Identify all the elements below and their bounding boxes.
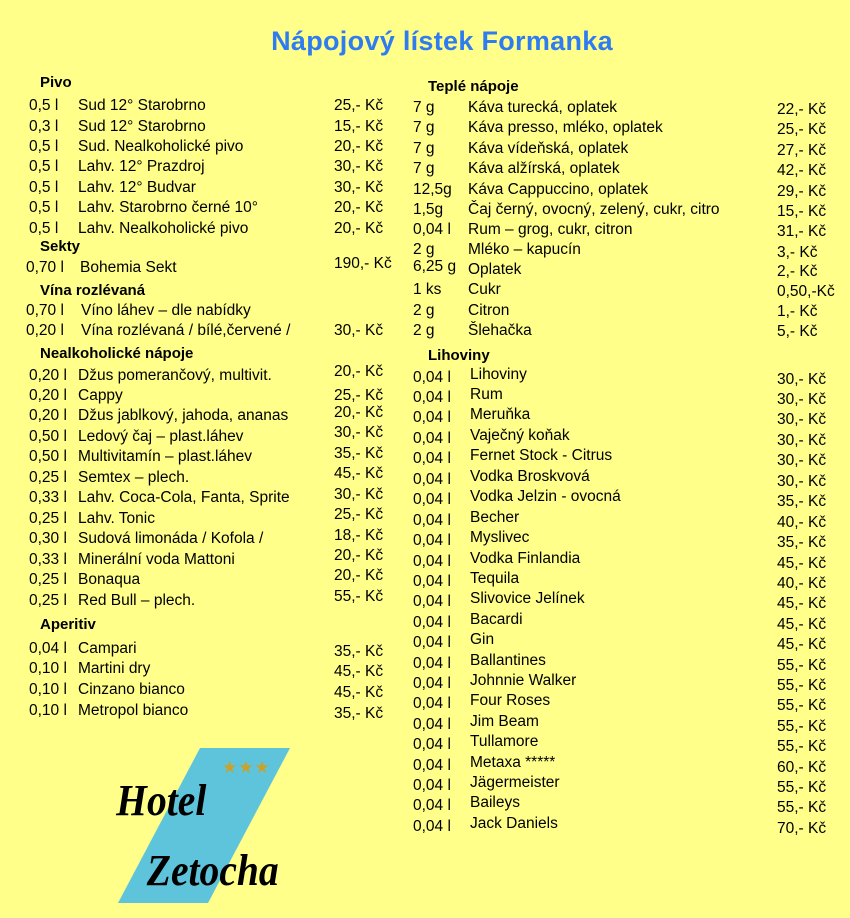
item-quantity: 0,04 l — [29, 640, 67, 657]
item-price: 30,- Kč — [777, 432, 827, 449]
item-quantity: 0,04 l — [413, 757, 451, 774]
item-name: Káva vídeňská, oplatek — [468, 140, 629, 157]
item-price: 20,- Kč — [334, 567, 384, 584]
item-price: 18,- Kč — [334, 527, 384, 544]
menu-row — [0, 201, 850, 221]
menu-row — [0, 529, 850, 549]
item-name: Martini dry — [78, 660, 151, 677]
item-price: 35,- Kč — [334, 445, 384, 462]
item-quantity: 0,04 l — [413, 512, 451, 529]
item-price: 30,- Kč — [334, 424, 384, 441]
menu-row — [0, 302, 850, 322]
item-quantity: 0,04 l — [413, 450, 451, 467]
menu-row — [0, 631, 850, 651]
menu-row — [0, 570, 850, 590]
menu-row — [0, 652, 850, 672]
item-name: Bacardi — [470, 611, 523, 628]
item-name: Káva turecká, oplatek — [468, 99, 618, 116]
item-quantity: 0,10 l — [29, 660, 67, 677]
item-quantity: 0,70 l — [26, 302, 64, 319]
item-name: Cinzano bianco — [78, 681, 185, 698]
item-price: 20,- Kč — [334, 199, 384, 216]
section-heading-teple: Teplé nápoje — [428, 78, 519, 95]
section-heading-vina: Vína rozlévaná — [40, 282, 146, 299]
section-heading-pivo: Pivo — [40, 74, 72, 91]
item-name: Minerální voda Mattoni — [78, 551, 235, 568]
menu-row — [0, 427, 850, 447]
item-quantity: 0,04 l — [413, 675, 451, 692]
item-price: 190,- Kč — [334, 255, 392, 272]
item-name: Oplatek — [468, 261, 522, 278]
menu-row — [0, 406, 850, 426]
item-price: 30,- Kč — [334, 179, 384, 196]
item-quantity: 0,20 l — [26, 322, 64, 339]
item-name: Džus pomerančový, multivit. — [78, 367, 272, 384]
item-name: Semtex – plech. — [78, 469, 190, 486]
item-name: Víno láhev – dle nabídky — [81, 302, 251, 319]
item-price: 20,- Kč — [334, 404, 384, 421]
item-quantity: 0,3 l — [29, 118, 59, 135]
item-quantity: 0,04 l — [413, 777, 451, 794]
item-price: 60,- Kč — [777, 759, 827, 776]
item-quantity: 12,5g — [413, 181, 452, 198]
menu-row — [0, 258, 850, 281]
item-name: Sudová limonáda / Kofola / — [78, 530, 264, 547]
item-name: Tequila — [470, 570, 520, 587]
item-price: 5,- Kč — [777, 323, 818, 340]
item-quantity: 0,10 l — [29, 702, 67, 719]
item-quantity: 0,25 l — [29, 469, 67, 486]
item-name: Cappy — [78, 387, 123, 404]
item-name: Lihoviny — [470, 366, 527, 383]
item-price: 20,- Kč — [334, 220, 384, 237]
item-price: 35,- Kč — [777, 534, 827, 551]
item-price: 40,- Kč — [777, 514, 827, 531]
item-name: Vína rozlévaná / bílé,červené / — [81, 322, 291, 339]
item-name: Káva alžírská, oplatek — [468, 160, 620, 177]
item-quantity: 0,5 l — [29, 220, 59, 237]
item-name: Lahv. Nealkoholické pivo — [78, 220, 249, 237]
item-name: Fernet Stock - Citrus — [470, 447, 613, 464]
item-price: 45,- Kč — [777, 595, 827, 612]
item-quantity: 0,10 l — [29, 681, 67, 698]
item-name: Vodka Broskvová — [470, 468, 590, 485]
item-quantity: 0,5 l — [29, 199, 59, 216]
item-quantity: 0,04 l — [413, 736, 451, 753]
item-price: 55,- Kč — [777, 697, 827, 714]
item-price: 45,- Kč — [777, 555, 827, 572]
item-price: 22,- Kč — [777, 101, 827, 118]
item-quantity: 0,50 l — [29, 428, 67, 445]
item-quantity: 0,04 l — [413, 716, 451, 733]
item-name: Vaječný koňak — [470, 427, 570, 444]
item-quantity: 6,25 g — [413, 258, 457, 275]
item-price: 30,- Kč — [777, 411, 827, 428]
item-name: Ballantines — [470, 652, 546, 669]
item-price: 29,- Kč — [777, 183, 827, 200]
menu-row — [0, 447, 850, 467]
item-name: Šlehačka — [468, 322, 532, 339]
item-quantity: 0,04 l — [413, 553, 451, 570]
item-name: Káva Cappuccino, oplatek — [468, 181, 649, 198]
item-name: Meruňka — [470, 406, 531, 423]
logo-text-hotel: Hotel — [116, 777, 207, 826]
item-price: 25,- Kč — [334, 97, 384, 114]
item-name: Johnnie Walker — [470, 672, 577, 689]
item-price: 1,- Kč — [777, 303, 818, 320]
menu-row — [0, 281, 850, 301]
item-quantity: 7 g — [413, 119, 435, 136]
item-quantity: 0,33 l — [29, 551, 67, 568]
item-quantity: 0,20 l — [29, 367, 67, 384]
item-name: Džus jablkový, jahoda, ananas — [78, 407, 289, 424]
item-name: Red Bull – plech. — [78, 592, 196, 609]
item-price: 45,- Kč — [334, 465, 384, 482]
menu-row — [0, 509, 850, 529]
item-name: Multivitamín – plast.láhev — [78, 448, 253, 465]
item-price: 0,50,-Kč — [777, 283, 835, 300]
item-price: 45,- Kč — [777, 616, 827, 633]
item-quantity: 0,70 l — [26, 259, 64, 276]
item-quantity: 7 g — [413, 99, 435, 116]
menu-row — [0, 713, 850, 733]
item-price: 70,- Kč — [777, 820, 827, 837]
item-quantity: 7 g — [413, 160, 435, 177]
item-price: 30,- Kč — [777, 473, 827, 490]
item-name: Čaj černý, ovocný, zelený, cukr, citro — [468, 201, 720, 218]
item-quantity: 0,04 l — [413, 573, 451, 590]
item-quantity: 0,04 l — [413, 532, 451, 549]
item-price: 55,- Kč — [334, 588, 384, 605]
item-quantity: 2 g — [413, 322, 435, 339]
item-quantity: 7 g — [413, 140, 435, 157]
item-price: 35,- Kč — [777, 493, 827, 510]
item-price: 30,- Kč — [777, 452, 827, 469]
menu-row — [0, 386, 850, 406]
item-name: Bohemia Sekt — [80, 259, 177, 276]
item-price: 55,- Kč — [777, 799, 827, 816]
item-quantity: 0,04 l — [413, 695, 451, 712]
item-name: Myslivec — [470, 529, 530, 546]
item-price: 40,- Kč — [777, 575, 827, 592]
item-name: Rum — [470, 386, 503, 403]
item-quantity: 0,25 l — [29, 510, 67, 527]
menu-row — [0, 366, 850, 386]
item-price: 25,- Kč — [334, 506, 384, 523]
section-heading-lihoviny: Lihoviny — [428, 347, 490, 364]
item-price: 55,- Kč — [777, 738, 827, 755]
item-price: 2,- Kč — [777, 263, 818, 280]
item-name: Sud 12° Starobrno — [78, 118, 206, 135]
item-price: 20,- Kč — [334, 363, 384, 380]
item-quantity: 0,20 l — [29, 407, 67, 424]
item-quantity: 2 g — [413, 302, 435, 319]
item-quantity: 0,04 l — [413, 221, 451, 238]
item-price: 35,- Kč — [334, 705, 384, 722]
item-quantity: 1 ks — [413, 281, 442, 298]
item-name: Sud. Nealkoholické pivo — [78, 138, 244, 155]
menu-row — [0, 322, 850, 342]
item-price: 15,- Kč — [777, 203, 827, 220]
item-quantity: 0,04 l — [413, 655, 451, 672]
item-name: Káva presso, mléko, oplatek — [468, 119, 663, 136]
menu-row — [0, 160, 850, 180]
item-quantity: 0,33 l — [29, 489, 67, 506]
item-price: 55,- Kč — [777, 657, 827, 674]
item-name: Four Roses — [470, 692, 551, 709]
item-price: 31,- Kč — [777, 223, 827, 240]
item-name: Tullamore — [470, 733, 539, 750]
item-quantity: 1,5g — [413, 201, 444, 218]
item-name: Lahv. Starobrno černé 10° — [78, 199, 258, 216]
menu-row — [0, 221, 850, 241]
item-name: Slivovice Jelínek — [470, 590, 585, 607]
item-name: Lahv. 12° Prazdroj — [78, 158, 205, 175]
item-quantity: 0,20 l — [29, 387, 67, 404]
item-name: Jack Daniels — [470, 815, 558, 832]
menu-row — [0, 550, 850, 570]
item-name: Mléko – kapucín — [468, 241, 581, 258]
item-quantity: 0,5 l — [29, 179, 59, 196]
item-price: 20,- Kč — [334, 547, 384, 564]
menu-row — [0, 590, 850, 610]
item-quantity: 0,5 l — [29, 138, 59, 155]
menu-row — [0, 488, 850, 508]
item-quantity: 0,04 l — [413, 634, 451, 651]
item-name: Vodka Jelzin - ovocná — [470, 488, 621, 505]
section-heading-sekty: Sekty — [40, 238, 81, 255]
menu-row — [0, 692, 850, 712]
item-quantity: 0,04 l — [413, 389, 451, 406]
item-name: Metaxa ***** — [470, 754, 556, 771]
item-name: Vodka Finlandia — [470, 550, 581, 567]
item-price: 30,- Kč — [334, 486, 384, 503]
item-price: 45,- Kč — [777, 636, 827, 653]
item-name: Ledový čaj – plast.láhev — [78, 428, 244, 445]
item-price: 30,- Kč — [777, 371, 827, 388]
item-quantity: 0,04 l — [413, 818, 451, 835]
item-quantity: 0,5 l — [29, 158, 59, 175]
item-name: Jim Beam — [470, 713, 539, 730]
item-name: Jägermeister — [470, 774, 560, 791]
item-name: Cukr — [468, 281, 501, 298]
item-name: Lahv. 12° Budvar — [78, 179, 196, 196]
item-price: 30,- Kč — [334, 158, 384, 175]
item-name: Rum – grog, cukr, citron — [468, 221, 633, 238]
menu-row — [0, 468, 850, 488]
item-name: Citron — [468, 302, 510, 319]
hotel-logo — [100, 745, 300, 905]
item-name: Lahv. Coca-Cola, Fanta, Sprite — [78, 489, 290, 506]
menu-row — [0, 140, 850, 160]
item-quantity: 0,30 l — [29, 530, 67, 547]
item-name: Bonaqua — [78, 571, 141, 588]
item-name: Baileys — [470, 794, 520, 811]
item-quantity: 0,04 l — [413, 369, 451, 386]
menu-row — [0, 611, 850, 631]
item-quantity: 0,04 l — [413, 614, 451, 631]
item-name: Sud 12° Starobrno — [78, 97, 206, 114]
item-quantity: 0,04 l — [413, 409, 451, 426]
section-heading-nealko: Nealkoholické nápoje — [40, 345, 194, 362]
item-price: 27,- Kč — [777, 142, 827, 159]
item-price: 55,- Kč — [777, 677, 827, 694]
logo-stars: ★★★ — [222, 758, 271, 778]
section-heading-aperitiv: Aperitiv — [40, 616, 96, 633]
item-quantity: 0,5 l — [29, 97, 59, 114]
item-quantity: 0,25 l — [29, 571, 67, 588]
logo-text-zetocha: Zetocha — [146, 847, 279, 896]
item-price: 42,- Kč — [777, 162, 827, 179]
item-name: Gin — [470, 631, 495, 648]
item-price: 25,- Kč — [334, 387, 384, 404]
item-price: 55,- Kč — [777, 779, 827, 796]
item-quantity: 2 g — [413, 241, 435, 258]
menu-row — [0, 99, 850, 119]
menu-row — [0, 181, 850, 201]
item-quantity: 0,04 l — [413, 471, 451, 488]
item-price: 20,- Kč — [334, 138, 384, 155]
item-price: 55,- Kč — [777, 718, 827, 735]
item-price: 45,- Kč — [334, 663, 384, 680]
item-name: Metropol bianco — [78, 702, 189, 719]
item-price: 45,- Kč — [334, 684, 384, 701]
item-name: Lahv. Tonic — [78, 510, 155, 527]
item-price: 25,- Kč — [777, 121, 827, 138]
item-quantity: 0,50 l — [29, 448, 67, 465]
menu-row — [0, 119, 850, 139]
item-price: 3,- Kč — [777, 244, 818, 261]
menu-row — [0, 672, 850, 692]
item-price: 15,- Kč — [334, 118, 384, 135]
item-price: 30,- Kč — [777, 391, 827, 408]
item-quantity: 0,04 l — [413, 491, 451, 508]
item-name: Becher — [470, 509, 520, 526]
item-quantity: 0,04 l — [413, 797, 451, 814]
item-name: Campari — [78, 640, 137, 657]
item-price: 35,- Kč — [334, 643, 384, 660]
menu-title: Nápojový lístek Formanka — [271, 26, 613, 56]
item-quantity: 0,04 l — [413, 430, 451, 447]
item-quantity: 0,04 l — [413, 593, 451, 610]
item-quantity: 0,25 l — [29, 592, 67, 609]
item-price: 30,- Kč — [334, 322, 384, 339]
